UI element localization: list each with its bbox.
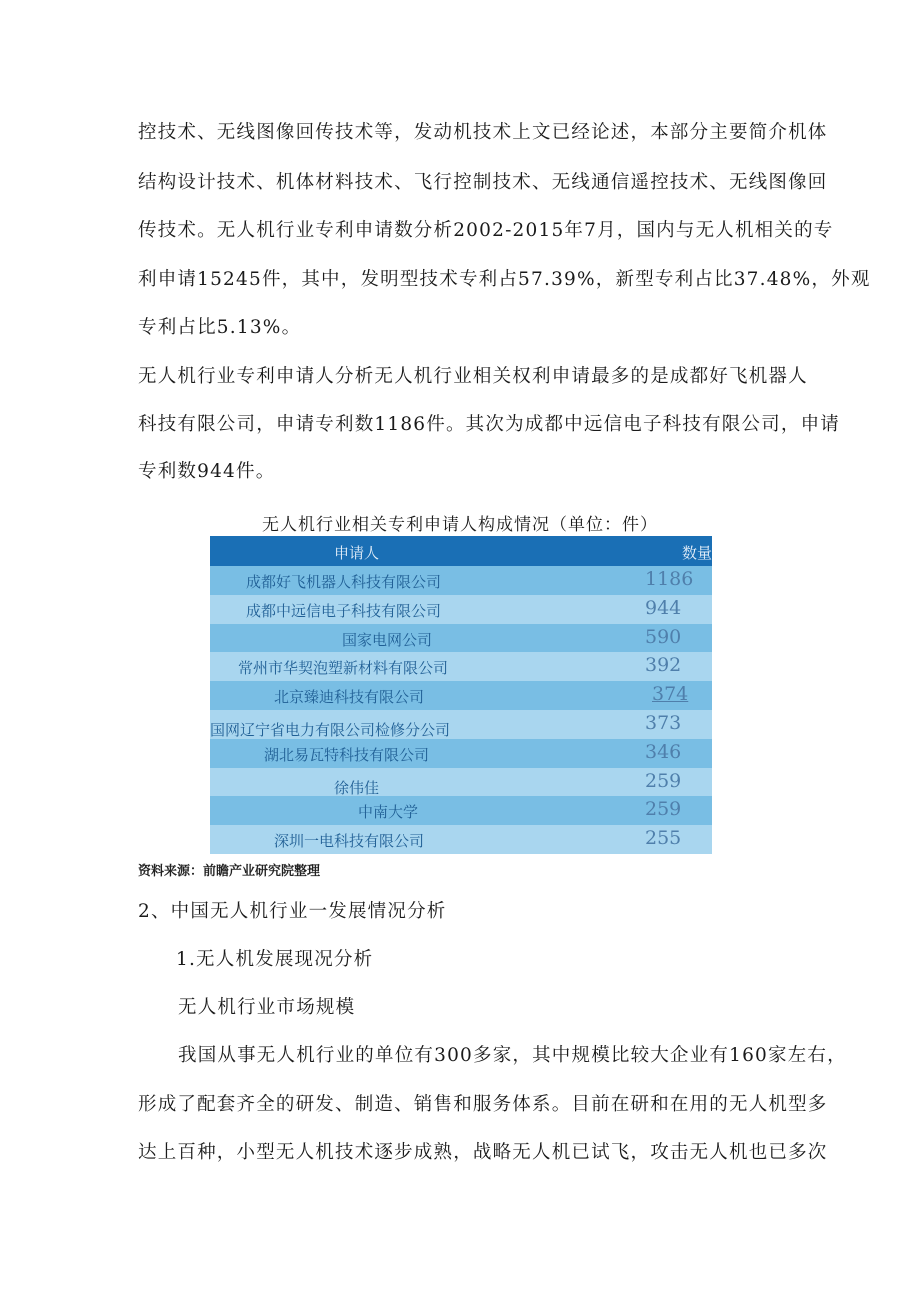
- applicant-count: 392: [645, 654, 682, 677]
- table-row: [210, 710, 712, 739]
- table-row: [210, 681, 712, 710]
- applicant-count: 944: [645, 596, 682, 619]
- applicant-count: 259: [645, 798, 682, 821]
- paragraph1-line-5: 专利占比5.13%。: [138, 317, 302, 338]
- table-row: [210, 652, 712, 681]
- table-row: [210, 768, 712, 797]
- table-row: [210, 739, 712, 768]
- paragraph1-line-4: 利申请15245件，其中，发明型技术专利占57.39%，新型专利占比37.48%，外观: [138, 269, 871, 290]
- table-row: [210, 595, 712, 624]
- applicant-name: 湖北易瓦特科技有限公司: [264, 745, 430, 764]
- paragraph2-line-1: 无人机行业专利申请人分析无人机行业相关权利申请最多的是成都好飞机器人: [138, 366, 808, 387]
- subheading-2: 无人机行业市场规模: [178, 997, 356, 1018]
- table-row: [210, 566, 712, 595]
- applicant-count: 374: [652, 683, 689, 706]
- table-row: [210, 825, 712, 854]
- table-header: [210, 536, 712, 566]
- applicant-name: 北京臻迪科技有限公司: [274, 688, 425, 707]
- header-count: 数量: [681, 544, 712, 562]
- applicant-name: 成都好飞机器人科技有限公司: [246, 573, 442, 591]
- applicant-name: 国家电网公司: [342, 630, 433, 649]
- applicant-name: 常州市华契泡塑新材料有限公司: [238, 659, 449, 678]
- paragraph1-line-2: 结构设计技术、机体材料技术、飞行控制技术、无线通信遥控技术、无线图像回: [138, 172, 828, 193]
- subheading-1: 1.无人机发展现况分析: [176, 949, 374, 970]
- paragraph2-line-3: 专利数944件。: [138, 461, 276, 482]
- applicant-count: 590: [645, 625, 682, 648]
- header-applicant: 申请人: [334, 544, 380, 562]
- source-note: 资料来源：前瞻产业研究院整理: [138, 864, 321, 879]
- paragraph1-line-1: 控技术、无线图像回传技术等，发动机技术上文已经论述，本部分主要简介机体: [138, 122, 828, 143]
- table-row: [210, 624, 712, 653]
- paragraph3-line-3: 达上百种，小型无人机技术逐步成熟，战略无人机已试飞，攻击无人机也已多次: [138, 1142, 828, 1163]
- applicant-name: 徐伟佳: [334, 778, 380, 797]
- table-row: [210, 796, 712, 825]
- paragraph3-line-1: 我国从事无人机行业的单位有300多家，其中规模比较大企业有160家左右，: [178, 1045, 847, 1066]
- applicant-name: 成都中远信电子科技有限公司: [246, 601, 442, 620]
- paragraph2-line-2: 科技有限公司，申请专利数1186件。其次为成都中远信电子科技有限公司，申请: [138, 414, 840, 435]
- applicant-table: [210, 536, 712, 854]
- applicant-count: 259: [645, 769, 682, 792]
- applicant-name: 深圳一电科技有限公司: [274, 832, 425, 851]
- paragraph1-line-3: 传技术。无人机行业专利申请数分析2002-2015年7月，国内与无人机相关的专: [138, 220, 834, 241]
- applicant-count: 255: [645, 827, 682, 850]
- applicant-name: 中南大学: [358, 803, 419, 822]
- applicant-count: 346: [645, 740, 682, 763]
- table-caption: 无人机行业相关专利申请人构成情况（单位：件）: [262, 515, 658, 535]
- applicant-count: 1186: [645, 568, 694, 590]
- applicant-name: 国网辽宁省电力有限公司检修分公司: [210, 720, 451, 739]
- section-heading: 2、中国无人机行业一发展情况分析: [138, 901, 447, 922]
- applicant-count: 373: [645, 711, 682, 734]
- paragraph3-line-2: 形成了配套齐全的研发、制造、销售和服务体系。目前在研和在用的无人机型多: [138, 1094, 828, 1115]
